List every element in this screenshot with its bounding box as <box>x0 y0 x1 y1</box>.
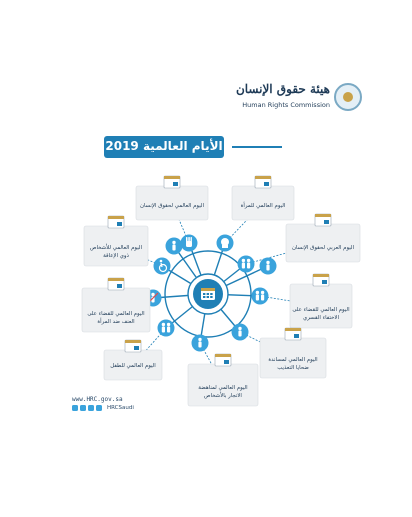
day-card[interactable] <box>290 274 352 328</box>
day-card-label: ذوي الإعاقة <box>103 253 129 259</box>
instagram-icon[interactable] <box>80 405 86 411</box>
family-icon <box>252 288 269 305</box>
card-calendar-mark <box>324 220 329 224</box>
figure-body <box>242 263 245 269</box>
card-calendar-top <box>108 278 124 281</box>
day-card-label: اليوم العالمي للمرأة <box>240 203 286 209</box>
spoke-women-day <box>208 176 294 294</box>
day-card[interactable] <box>104 340 162 380</box>
figure-body <box>198 342 201 348</box>
hand-finger <box>186 237 187 242</box>
card-calendar-mark <box>117 284 122 288</box>
figure-body <box>162 327 165 333</box>
hand-finger <box>191 237 192 242</box>
org-name-arabic: هيئة حقوق الإنسان <box>235 82 330 96</box>
org-name-english: Human Rights Commission <box>242 101 330 109</box>
card-calendar-top <box>108 216 124 219</box>
figure-body <box>238 331 241 337</box>
card-calendar-mark <box>173 182 178 186</box>
card-calendar-mark <box>322 280 327 284</box>
wheelchair-icon <box>154 258 171 275</box>
day-card[interactable] <box>188 354 258 406</box>
facebook-icon[interactable] <box>88 405 94 411</box>
woman-profile-icon <box>217 235 234 252</box>
hub <box>188 274 228 314</box>
figure-head <box>247 259 250 262</box>
card-calendar-mark <box>117 222 122 226</box>
figure-body <box>247 263 250 269</box>
day-card[interactable] <box>286 214 360 262</box>
card-calendar-mark <box>264 182 269 186</box>
day-card-label: اليوم العالمي للقضاء على <box>87 311 145 317</box>
calendar-cell <box>207 296 209 298</box>
day-card-label: العنف ضد المرأة <box>97 319 135 325</box>
card-calendar-mark <box>224 360 229 364</box>
figure-head <box>198 338 201 341</box>
figure-body <box>167 327 170 333</box>
day-card-label: الاتجار بالأشخاص <box>204 393 242 399</box>
day-card-bg <box>82 288 150 332</box>
figure-head <box>172 241 175 244</box>
day-card-label: اليوم العالمي للأشخاص <box>90 245 142 251</box>
person-head <box>160 260 163 263</box>
day-card-label: اليوم العربي لحقوق الإنسان <box>291 245 355 251</box>
icon-bg <box>238 256 255 273</box>
figure-head <box>238 327 241 330</box>
card-calendar-top <box>215 354 231 357</box>
card-calendar-top <box>164 176 180 179</box>
day-card[interactable] <box>232 176 294 220</box>
day-card-label: اليوم العالمي لمساندة <box>268 357 318 363</box>
card-calendar-top <box>255 176 271 179</box>
elderly-person-icon <box>192 335 209 352</box>
calendar-cell <box>203 293 205 295</box>
day-card-label: اليوم العالمي للطفل <box>110 363 156 369</box>
figure-head <box>151 293 154 296</box>
chained-hands-icon <box>232 324 249 341</box>
card-calendar-top <box>315 214 331 217</box>
figure-head <box>256 291 259 294</box>
card-calendar-top <box>285 328 301 331</box>
figure-body <box>261 295 264 301</box>
raised-hand-icon <box>181 235 198 252</box>
calendar-cell <box>203 296 205 298</box>
page-title: الأيام العالمية 2019 <box>105 139 223 153</box>
card-calendar-mark <box>294 334 299 338</box>
spoke-arab-hr-day <box>208 214 360 294</box>
calendar-header <box>201 288 215 291</box>
footer-handle: HRCSaudi <box>107 405 134 411</box>
hand-finger <box>189 237 190 242</box>
card-calendar-top <box>125 340 141 343</box>
calendar-cell <box>210 296 212 298</box>
figure-body <box>256 295 259 301</box>
figure-head <box>261 291 264 294</box>
card-calendar-top <box>313 274 329 277</box>
day-card-label: اليوم العالمي لمناهضة <box>198 385 248 391</box>
day-card-label: الاختفاء القسري <box>302 315 340 321</box>
day-card-bg <box>290 284 352 328</box>
figure-body <box>172 245 175 251</box>
figure-head <box>162 323 165 326</box>
day-card-bg <box>286 224 360 262</box>
figure-head <box>167 323 170 326</box>
footer-website: www.HRC.gov.sa <box>72 396 123 403</box>
hand-finger <box>188 237 189 242</box>
day-card-label: ضحايا التعذيب <box>277 365 309 371</box>
calendar-icon <box>201 288 215 300</box>
day-card[interactable] <box>260 328 326 378</box>
children-icon <box>158 320 175 337</box>
neck-shape <box>222 245 228 248</box>
day-card-label: اليوم العالمي للقضاء على <box>292 307 350 313</box>
calendar-cell <box>207 293 209 295</box>
day-card[interactable] <box>136 176 208 220</box>
icon-bg <box>252 288 269 305</box>
day-card-label: اليوم العالمي لحقوق الإنسان <box>140 203 204 209</box>
figure-body <box>266 265 269 271</box>
icon-bg <box>158 320 175 337</box>
people-group-icon <box>238 256 255 273</box>
day-card[interactable] <box>84 216 148 266</box>
mother-child-icon <box>166 238 183 255</box>
head-shape <box>221 238 229 246</box>
handshake-icon <box>260 258 277 275</box>
day-card[interactable] <box>82 278 150 332</box>
card-calendar-mark <box>134 346 139 350</box>
figure-head <box>266 261 269 264</box>
figure-head <box>242 259 245 262</box>
twitter-icon[interactable] <box>72 405 78 411</box>
youtube-icon[interactable] <box>96 405 102 411</box>
calendar-cell <box>210 293 212 295</box>
